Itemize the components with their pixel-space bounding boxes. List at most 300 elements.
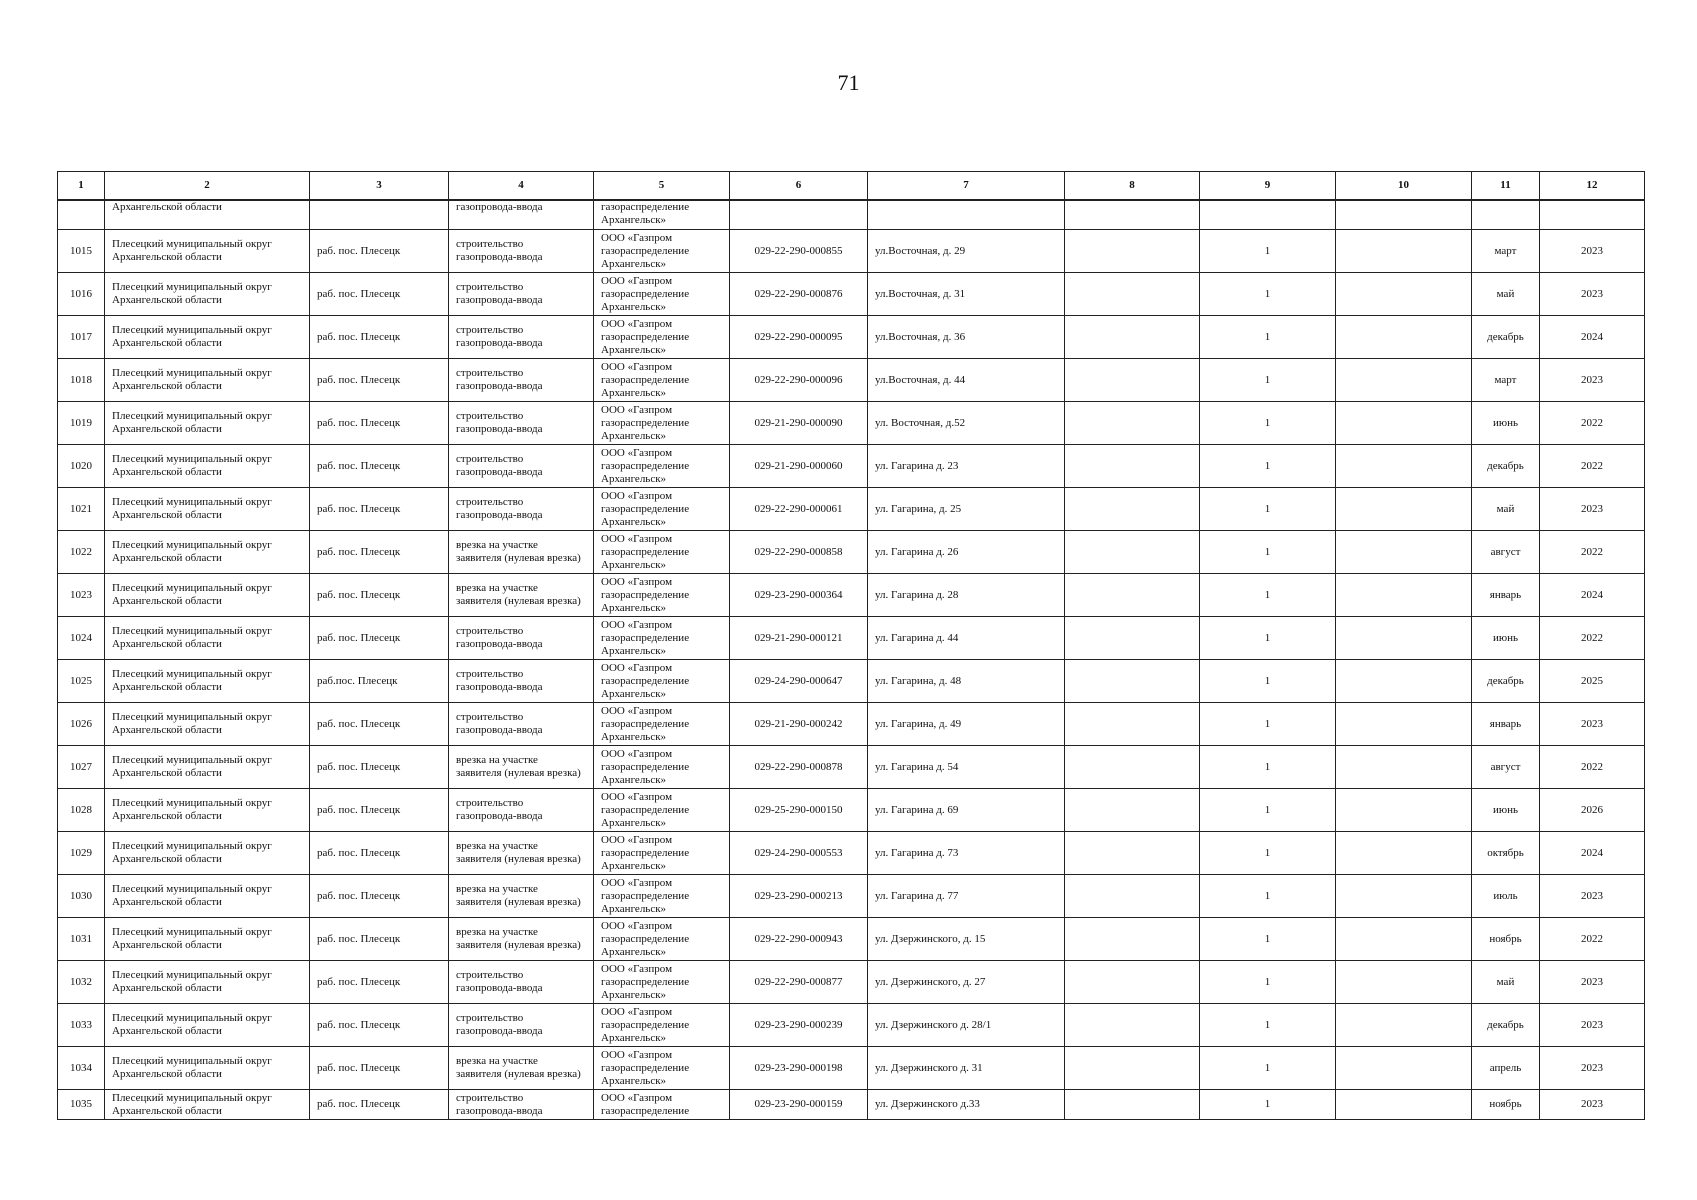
cell-application-number: 029-22-290-000061 <box>730 488 868 531</box>
cell-organization: ООО «Газпром газораспределение Архангельск» <box>594 746 730 789</box>
cell-organization: ООО «Газпром газораспределение Архангельск» <box>594 832 730 875</box>
cell-month: июль <box>1472 875 1540 918</box>
cell-municipality: Архангельской области <box>105 200 310 230</box>
table-row <box>58 574 1645 617</box>
cell-work-type: строительство газопровода-ввода <box>449 1090 594 1120</box>
cell-col-8 <box>1065 789 1200 832</box>
cell-organization: ООО «Газпром газораспределение Архангельск» <box>594 402 730 445</box>
cell-count: 1 <box>1200 1090 1336 1120</box>
cell-col-8 <box>1065 230 1200 273</box>
cell-year: 2023 <box>1540 273 1645 316</box>
cell-col-10 <box>1336 746 1472 789</box>
cell-year: 2024 <box>1540 574 1645 617</box>
cell-month: декабрь <box>1472 1004 1540 1047</box>
cell-municipality: Плесецкий муниципальный округ Архангельской области <box>105 746 310 789</box>
cell-month: май <box>1472 273 1540 316</box>
column-header-8: 8 <box>1065 172 1200 201</box>
table-row <box>58 1004 1645 1047</box>
cell-month: июнь <box>1472 402 1540 445</box>
cell-organization: ООО «Газпром газораспределение Архангельск» <box>594 660 730 703</box>
cell-municipality: Плесецкий муниципальный округ Архангельской области <box>105 531 310 574</box>
table-row <box>58 1090 1645 1120</box>
cell-application-number: 029-22-290-000943 <box>730 918 868 961</box>
cell-count: 1 <box>1200 918 1336 961</box>
cell-col-10 <box>1336 961 1472 1004</box>
cell-municipality: Плесецкий муниципальный округ Архангельской области <box>105 230 310 273</box>
cell-municipality: Плесецкий муниципальный округ Архангельской области <box>105 1090 310 1120</box>
cell-organization: ООО «Газпром газораспределение Архангельск» <box>594 1004 730 1047</box>
table-row <box>58 660 1645 703</box>
cell-organization: ООО «Газпром газораспределение Архангельск» <box>594 617 730 660</box>
cell-col-10 <box>1336 488 1472 531</box>
cell-settlement: раб. пос. Плесецк <box>310 961 449 1004</box>
table-row <box>58 832 1645 875</box>
cell-col-10 <box>1336 660 1472 703</box>
cell-settlement: раб. пос. Плесецк <box>310 703 449 746</box>
column-header-5: 5 <box>594 172 730 201</box>
cell-settlement <box>310 200 449 230</box>
cell-count: 1 <box>1200 660 1336 703</box>
cell-col-8 <box>1065 1004 1200 1047</box>
cell-year: 2023 <box>1540 488 1645 531</box>
cell-organization: ООО «Газпром газораспределение Архангельск» <box>594 1047 730 1090</box>
cell-municipality: Плесецкий муниципальный округ Архангельской области <box>105 961 310 1004</box>
cell-col-10 <box>1336 316 1472 359</box>
table-row <box>58 230 1645 273</box>
table-row <box>58 273 1645 316</box>
cell-count: 1 <box>1200 445 1336 488</box>
cell-year: 2023 <box>1540 961 1645 1004</box>
cell-organization: ООО «Газпром газораспределение Архангельск» <box>594 789 730 832</box>
table-row <box>58 402 1645 445</box>
cell-col-8 <box>1065 402 1200 445</box>
cell-settlement: раб. пос. Плесецк <box>310 316 449 359</box>
cell-organization: ООО «Газпром газораспределение Архангельск» <box>594 703 730 746</box>
cell-month: март <box>1472 230 1540 273</box>
cell-row-number: 1035 <box>58 1090 105 1120</box>
cell-count: 1 <box>1200 402 1336 445</box>
cell-work-type: строительство газопровода-ввода <box>449 316 594 359</box>
table-row <box>58 746 1645 789</box>
cell-work-type: строительство газопровода-ввода <box>449 230 594 273</box>
cell-month: март <box>1472 359 1540 402</box>
column-header-12: 12 <box>1540 172 1645 201</box>
cell-settlement: раб. пос. Плесецк <box>310 1004 449 1047</box>
cell-year: 2023 <box>1540 1004 1645 1047</box>
cell-count: 1 <box>1200 1047 1336 1090</box>
cell-settlement: раб. пос. Плесецк <box>310 918 449 961</box>
cell-address: ул. Гагарина д. 23 <box>868 445 1065 488</box>
cell-settlement: раб. пос. Плесецк <box>310 789 449 832</box>
cell-municipality: Плесецкий муниципальный округ Архангельской области <box>105 402 310 445</box>
cell-col-10 <box>1336 574 1472 617</box>
cell-work-type: врезка на участке заявителя (нулевая врезка) <box>449 1047 594 1090</box>
cell-month: декабрь <box>1472 316 1540 359</box>
cell-col-8 <box>1065 617 1200 660</box>
cell-application-number: 029-22-290-000855 <box>730 230 868 273</box>
column-header-11: 11 <box>1472 172 1540 201</box>
cell-organization: ООО «Газпром газораспределение Архангельск» <box>594 445 730 488</box>
table-header <box>58 172 1645 201</box>
cell-col-10 <box>1336 1004 1472 1047</box>
cell-year: 2022 <box>1540 445 1645 488</box>
cell-count <box>1200 200 1336 230</box>
cell-count: 1 <box>1200 316 1336 359</box>
cell-municipality: Плесецкий муниципальный округ Архангельской области <box>105 316 310 359</box>
cell-address: ул. Гагарина д. 77 <box>868 875 1065 918</box>
cell-settlement: раб. пос. Плесецк <box>310 1090 449 1120</box>
cell-settlement: раб. пос. Плесецк <box>310 230 449 273</box>
cell-address: ул. Гагарина д. 26 <box>868 531 1065 574</box>
cell-municipality: Плесецкий муниципальный округ Архангельской области <box>105 617 310 660</box>
cell-row-number: 1025 <box>58 660 105 703</box>
cell-application-number: 029-22-290-000878 <box>730 746 868 789</box>
cell-col-8 <box>1065 574 1200 617</box>
cell-address: ул. Гагарина д. 73 <box>868 832 1065 875</box>
cell-col-8 <box>1065 531 1200 574</box>
cell-application-number: 029-23-290-000159 <box>730 1090 868 1120</box>
cell-col-10 <box>1336 832 1472 875</box>
cell-application-number: 029-22-290-000096 <box>730 359 868 402</box>
table-row <box>58 200 1645 230</box>
cell-month: ноябрь <box>1472 1090 1540 1120</box>
cell-work-type: газопровода-ввода <box>449 200 594 230</box>
cell-address: ул. Гагарина, д. 48 <box>868 660 1065 703</box>
cell-count: 1 <box>1200 230 1336 273</box>
cell-row-number <box>58 200 105 230</box>
cell-col-10 <box>1336 359 1472 402</box>
cell-year: 2026 <box>1540 789 1645 832</box>
cell-month: май <box>1472 488 1540 531</box>
cell-work-type: врезка на участке заявителя (нулевая врезка) <box>449 832 594 875</box>
cell-application-number: 029-23-290-000198 <box>730 1047 868 1090</box>
cell-col-10 <box>1336 273 1472 316</box>
cell-col-10 <box>1336 445 1472 488</box>
cell-work-type: строительство газопровода-ввода <box>449 1004 594 1047</box>
cell-application-number: 029-21-290-000060 <box>730 445 868 488</box>
cell-col-8 <box>1065 200 1200 230</box>
cell-year: 2023 <box>1540 359 1645 402</box>
table-row <box>58 961 1645 1004</box>
cell-col-10 <box>1336 875 1472 918</box>
cell-col-10 <box>1336 402 1472 445</box>
cell-count: 1 <box>1200 617 1336 660</box>
cell-settlement: раб. пос. Плесецк <box>310 832 449 875</box>
column-header-2: 2 <box>105 172 310 201</box>
cell-application-number: 029-21-290-000121 <box>730 617 868 660</box>
cell-organization: ООО «Газпром газораспределение Архангельск» <box>594 316 730 359</box>
table-row <box>58 875 1645 918</box>
cell-organization: ООО «Газпром газораспределение Архангельск» <box>594 359 730 402</box>
table-row <box>58 488 1645 531</box>
cell-count: 1 <box>1200 703 1336 746</box>
cell-application-number: 029-22-290-000858 <box>730 531 868 574</box>
cell-address: ул. Гагарина д. 44 <box>868 617 1065 660</box>
cell-application-number: 029-22-290-000877 <box>730 961 868 1004</box>
cell-work-type: строительство газопровода-ввода <box>449 660 594 703</box>
cell-work-type: строительство газопровода-ввода <box>449 703 594 746</box>
cell-address: ул. Восточная, д.52 <box>868 402 1065 445</box>
cell-application-number: 029-22-290-000095 <box>730 316 868 359</box>
cell-count: 1 <box>1200 789 1336 832</box>
cell-count: 1 <box>1200 875 1336 918</box>
cell-work-type: врезка на участке заявителя (нулевая врезка) <box>449 875 594 918</box>
cell-row-number: 1031 <box>58 918 105 961</box>
cell-municipality: Плесецкий муниципальный округ Архангельской области <box>105 918 310 961</box>
cell-municipality: Плесецкий муниципальный округ Архангельской области <box>105 660 310 703</box>
cell-month: декабрь <box>1472 660 1540 703</box>
table-row <box>58 359 1645 402</box>
cell-row-number: 1033 <box>58 1004 105 1047</box>
cell-col-8 <box>1065 961 1200 1004</box>
cell-row-number: 1034 <box>58 1047 105 1090</box>
cell-address <box>868 200 1065 230</box>
cell-col-8 <box>1065 746 1200 789</box>
cell-address: ул. Дзержинского д.33 <box>868 1090 1065 1120</box>
cell-row-number: 1027 <box>58 746 105 789</box>
cell-col-8 <box>1065 316 1200 359</box>
cell-application-number: 029-25-290-000150 <box>730 789 868 832</box>
cell-month: апрель <box>1472 1047 1540 1090</box>
column-header-10: 10 <box>1336 172 1472 201</box>
cell-year: 2023 <box>1540 703 1645 746</box>
cell-municipality: Плесецкий муниципальный округ Архангельской области <box>105 832 310 875</box>
cell-year: 2022 <box>1540 402 1645 445</box>
cell-application-number <box>730 200 868 230</box>
cell-row-number: 1018 <box>58 359 105 402</box>
cell-year: 2022 <box>1540 617 1645 660</box>
cell-row-number: 1015 <box>58 230 105 273</box>
cell-address: ул. Гагарина, д. 49 <box>868 703 1065 746</box>
cell-row-number: 1028 <box>58 789 105 832</box>
cell-col-8 <box>1065 703 1200 746</box>
cell-row-number: 1017 <box>58 316 105 359</box>
cell-organization: ООО «Газпром газораспределение <box>594 1090 730 1120</box>
cell-col-10 <box>1336 617 1472 660</box>
cell-count: 1 <box>1200 488 1336 531</box>
cell-row-number: 1030 <box>58 875 105 918</box>
cell-month: июнь <box>1472 617 1540 660</box>
cell-work-type: врезка на участке заявителя (нулевая врезка) <box>449 531 594 574</box>
cell-organization: ООО «Газпром газораспределение Архангельск» <box>594 531 730 574</box>
cell-year: 2022 <box>1540 746 1645 789</box>
column-header-9: 9 <box>1200 172 1336 201</box>
table-body <box>58 200 1645 1120</box>
cell-settlement: раб. пос. Плесецк <box>310 488 449 531</box>
column-header-6: 6 <box>730 172 868 201</box>
cell-municipality: Плесецкий муниципальный округ Архангельской области <box>105 574 310 617</box>
cell-col-8 <box>1065 918 1200 961</box>
cell-count: 1 <box>1200 531 1336 574</box>
cell-organization: ООО «Газпром газораспределение Архангельск» <box>594 875 730 918</box>
cell-year: 2023 <box>1540 1090 1645 1120</box>
column-header-7: 7 <box>868 172 1065 201</box>
cell-settlement: раб. пос. Плесецк <box>310 359 449 402</box>
cell-organization: ООО «Газпром газораспределение Архангельск» <box>594 230 730 273</box>
cell-address: ул.Восточная, д. 44 <box>868 359 1065 402</box>
cell-settlement: раб. пос. Плесецк <box>310 574 449 617</box>
cell-application-number: 029-23-290-000239 <box>730 1004 868 1047</box>
cell-col-8 <box>1065 660 1200 703</box>
cell-organization: ООО «Газпром газораспределение Архангельск» <box>594 273 730 316</box>
cell-row-number: 1023 <box>58 574 105 617</box>
cell-year: 2024 <box>1540 832 1645 875</box>
table-row <box>58 617 1645 660</box>
cell-address: ул. Дзержинского д. 28/1 <box>868 1004 1065 1047</box>
cell-address: ул. Дзержинского д. 31 <box>868 1047 1065 1090</box>
cell-work-type: врезка на участке заявителя (нулевая врезка) <box>449 746 594 789</box>
cell-application-number: 029-24-290-000553 <box>730 832 868 875</box>
cell-row-number: 1029 <box>58 832 105 875</box>
cell-year: 2022 <box>1540 918 1645 961</box>
table-row <box>58 316 1645 359</box>
cell-row-number: 1032 <box>58 961 105 1004</box>
cell-month: январь <box>1472 574 1540 617</box>
column-header-1: 1 <box>58 172 105 201</box>
cell-organization: ООО «Газпром газораспределение Архангельск» <box>594 574 730 617</box>
cell-month: январь <box>1472 703 1540 746</box>
cell-count: 1 <box>1200 1004 1336 1047</box>
cell-settlement: раб. пос. Плесецк <box>310 273 449 316</box>
cell-col-10 <box>1336 1090 1472 1120</box>
cell-row-number: 1022 <box>58 531 105 574</box>
cell-municipality: Плесецкий муниципальный округ Архангельской области <box>105 273 310 316</box>
cell-work-type: строительство газопровода-ввода <box>449 617 594 660</box>
cell-work-type: строительство газопровода-ввода <box>449 789 594 832</box>
cell-application-number: 029-21-290-000242 <box>730 703 868 746</box>
cell-row-number: 1026 <box>58 703 105 746</box>
cell-settlement: раб. пос. Плесецк <box>310 875 449 918</box>
table-row <box>58 918 1645 961</box>
cell-application-number: 029-23-290-000213 <box>730 875 868 918</box>
cell-settlement: раб.пос. Плесецк <box>310 660 449 703</box>
cell-col-10 <box>1336 703 1472 746</box>
column-header-3: 3 <box>310 172 449 201</box>
cell-year: 2025 <box>1540 660 1645 703</box>
cell-address: ул.Восточная, д. 29 <box>868 230 1065 273</box>
cell-year: 2024 <box>1540 316 1645 359</box>
cell-count: 1 <box>1200 832 1336 875</box>
page-number: 71 <box>837 70 860 95</box>
cell-address: ул. Гагарина д. 69 <box>868 789 1065 832</box>
cell-work-type: строительство газопровода-ввода <box>449 359 594 402</box>
cell-year <box>1540 200 1645 230</box>
table-row <box>58 703 1645 746</box>
cell-count: 1 <box>1200 961 1336 1004</box>
cell-settlement: раб. пос. Плесецк <box>310 445 449 488</box>
cell-organization: ООО «Газпром газораспределение Архангельск» <box>594 488 730 531</box>
cell-month: июнь <box>1472 789 1540 832</box>
cell-month: май <box>1472 961 1540 1004</box>
cell-municipality: Плесецкий муниципальный округ Архангельской области <box>105 359 310 402</box>
cell-count: 1 <box>1200 273 1336 316</box>
cell-row-number: 1021 <box>58 488 105 531</box>
cell-month: октябрь <box>1472 832 1540 875</box>
cell-address: ул.Восточная, д. 36 <box>868 316 1065 359</box>
cell-row-number: 1020 <box>58 445 105 488</box>
cell-application-number: 029-24-290-000647 <box>730 660 868 703</box>
column-header-4: 4 <box>449 172 594 201</box>
table-row <box>58 1047 1645 1090</box>
cell-col-8 <box>1065 832 1200 875</box>
cell-year: 2022 <box>1540 531 1645 574</box>
cell-col-10 <box>1336 200 1472 230</box>
cell-col-8 <box>1065 1047 1200 1090</box>
cell-year: 2023 <box>1540 230 1645 273</box>
cell-month: декабрь <box>1472 445 1540 488</box>
cell-municipality: Плесецкий муниципальный округ Архангельской области <box>105 703 310 746</box>
cell-application-number: 029-22-290-000876 <box>730 273 868 316</box>
cell-address: ул. Дзержинского, д. 15 <box>868 918 1065 961</box>
cell-municipality: Плесецкий муниципальный округ Архангельской области <box>105 488 310 531</box>
cell-work-type: строительство газопровода-ввода <box>449 273 594 316</box>
cell-municipality: Плесецкий муниципальный округ Архангельской области <box>105 1047 310 1090</box>
cell-work-type: врезка на участке заявителя (нулевая врезка) <box>449 574 594 617</box>
cell-work-type: строительство газопровода-ввода <box>449 488 594 531</box>
cell-municipality: Плесецкий муниципальный округ Архангельской области <box>105 1004 310 1047</box>
cell-address: ул. Гагарина д. 54 <box>868 746 1065 789</box>
cell-row-number: 1019 <box>58 402 105 445</box>
cell-month: август <box>1472 531 1540 574</box>
cell-settlement: раб. пос. Плесецк <box>310 746 449 789</box>
cell-col-8 <box>1065 875 1200 918</box>
cell-organization: ООО «Газпром газораспределение Архангельск» <box>594 961 730 1004</box>
cell-col-10 <box>1336 789 1472 832</box>
cell-col-10 <box>1336 230 1472 273</box>
cell-municipality: Плесецкий муниципальный округ Архангельской области <box>105 875 310 918</box>
cell-settlement: раб. пос. Плесецк <box>310 617 449 660</box>
cell-work-type: строительство газопровода-ввода <box>449 402 594 445</box>
table-row <box>58 789 1645 832</box>
cell-organization: газораспределение Архангельск» <box>594 200 730 230</box>
cell-organization: ООО «Газпром газораспределение Архангельск» <box>594 918 730 961</box>
cell-work-type: строительство газопровода-ввода <box>449 445 594 488</box>
cell-municipality: Плесецкий муниципальный округ Архангельской области <box>105 789 310 832</box>
cell-count: 1 <box>1200 574 1336 617</box>
header-row <box>58 172 1645 201</box>
cell-application-number: 029-21-290-000090 <box>730 402 868 445</box>
cell-month: ноябрь <box>1472 918 1540 961</box>
cell-address: ул.Восточная, д. 31 <box>868 273 1065 316</box>
cell-year: 2023 <box>1540 875 1645 918</box>
cell-row-number: 1024 <box>58 617 105 660</box>
cell-settlement: раб. пос. Плесецк <box>310 531 449 574</box>
cell-municipality: Плесецкий муниципальный округ Архангельской области <box>105 445 310 488</box>
cell-count: 1 <box>1200 359 1336 402</box>
cell-col-8 <box>1065 488 1200 531</box>
cell-col-8 <box>1065 359 1200 402</box>
cell-application-number: 029-23-290-000364 <box>730 574 868 617</box>
cell-address: ул. Гагарина д. 28 <box>868 574 1065 617</box>
cell-col-8 <box>1065 1090 1200 1120</box>
cell-settlement: раб. пос. Плесецк <box>310 1047 449 1090</box>
cell-col-8 <box>1065 273 1200 316</box>
cell-col-10 <box>1336 531 1472 574</box>
cell-col-10 <box>1336 1047 1472 1090</box>
cell-month: август <box>1472 746 1540 789</box>
cell-work-type: врезка на участке заявителя (нулевая врезка) <box>449 918 594 961</box>
cell-settlement: раб. пос. Плесецк <box>310 402 449 445</box>
cell-col-8 <box>1065 445 1200 488</box>
gasification-table <box>57 171 1645 1120</box>
table-row <box>58 445 1645 488</box>
cell-address: ул. Дзержинского, д. 27 <box>868 961 1065 1004</box>
cell-work-type: строительство газопровода-ввода <box>449 961 594 1004</box>
cell-row-number: 1016 <box>58 273 105 316</box>
cell-month <box>1472 200 1540 230</box>
cell-col-10 <box>1336 918 1472 961</box>
cell-address: ул. Гагарина, д. 25 <box>868 488 1065 531</box>
